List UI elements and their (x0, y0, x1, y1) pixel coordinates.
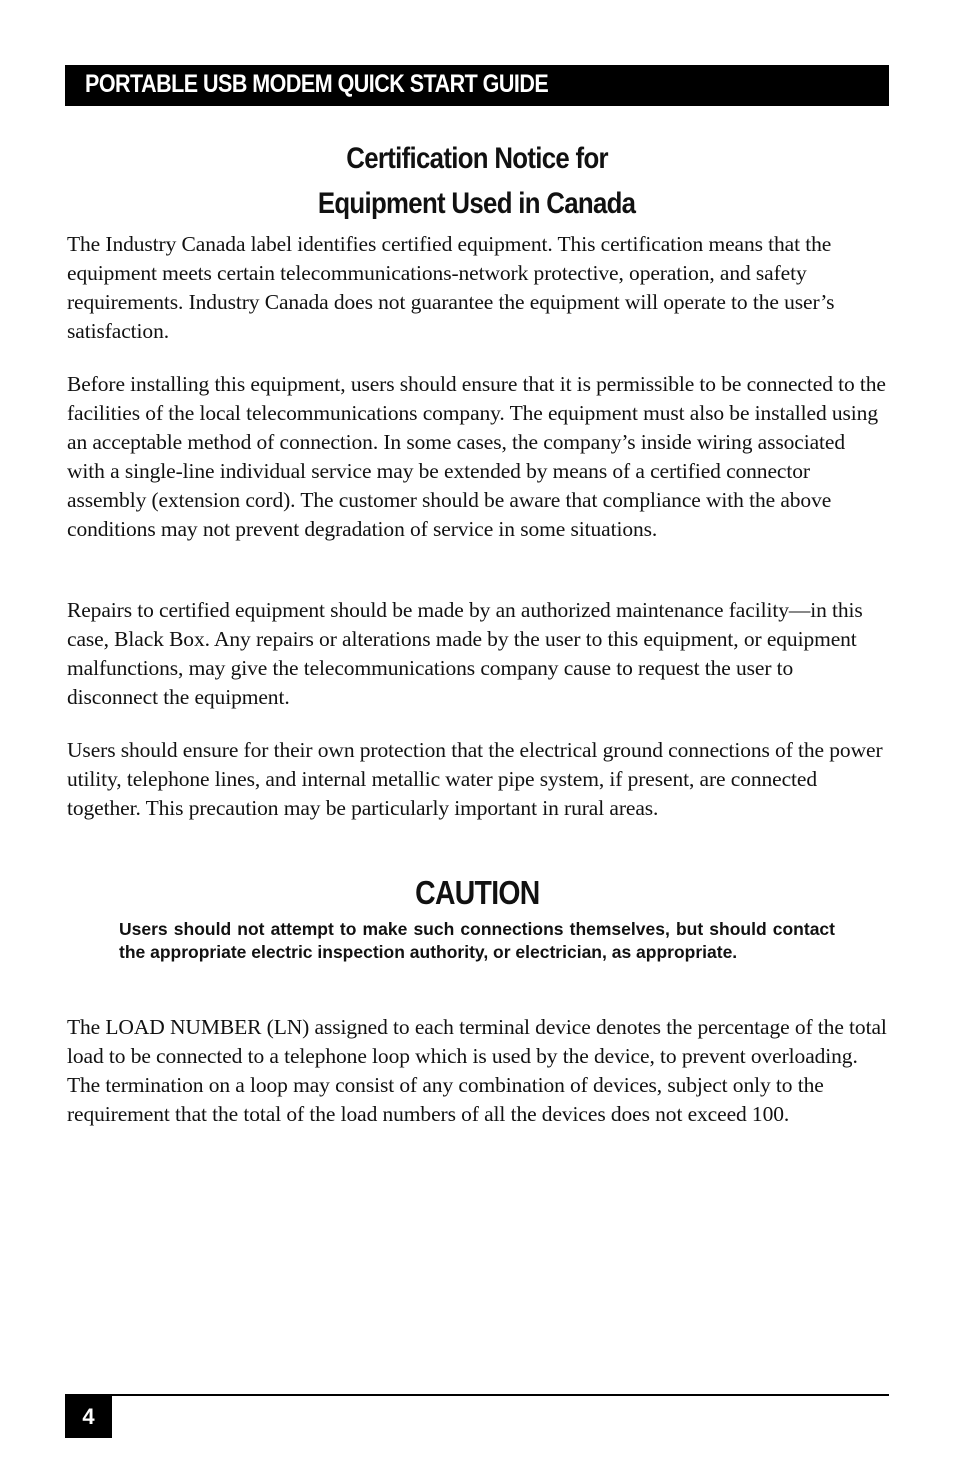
running-header (65, 65, 889, 106)
section-title-line2 (65, 181, 889, 226)
section-title-line1 (65, 136, 889, 181)
paragraph-industry-canada-label: The Industry Canada label identifies certified equipment. This certification means that the equipment meets certain telecommunications-network protective, operation, and safety requirements. Industry Canada does not guarantee the equipment will operate to the user’s satisfaction. (67, 232, 835, 343)
paragraph-electrical-ground: Users should ensure for their own protection that the electrical ground connections of the power utility, telephone lines, and internal metallic water pipe system, if present, are connected together. This precaution may be particularly important in rural areas. (67, 738, 883, 820)
section-title-line1-text: Certification Notice for (346, 142, 608, 175)
footer-rule (65, 1394, 889, 1396)
caution-text: Users should not attempt to make such connections themselves, but should contact the appropriate electric inspection authority, or electrician, as appropriate. (119, 919, 835, 962)
paragraph-repairs: Repairs to certified equipment should be made by an authorized maintenance facility—in this case, Black Box. Any repairs or alterations made by the user to this equipment, or equipment malfunctions, may give the telecommunications company cause to request the user to disconnect the equipment. (67, 598, 863, 709)
caution-heading-text: CAUTION (414, 874, 540, 911)
caution-heading (65, 872, 889, 914)
paragraph-load-number: The LOAD NUMBER (LN) assigned to each terminal device denotes the percentage of the total load to be connected to a telephone loop which is used by the device, to prevent overloading. The termination on a loop may consist of any combination of devices, subject only to the requirement that the total of the load numbers of all the devices does not exceed 100. (67, 1015, 887, 1126)
paragraph-before-installing: Before installing this equipment, users should ensure that it is permissible to be connected to the facilities of the local telecommunications company. The equipment must also be installed using an acceptable method of connection. In some cases, the company’s inside wiring associated with a single-line individual service may be extended by means of a certified connector assembly (extension cord). The customer should be aware that compliance with the above conditions may not prevent degradation of service in some situations. (67, 372, 886, 541)
running-header-title: PORTABLE USB MODEM QUICK START GUIDE (85, 70, 549, 98)
section-title-line2-text: Equipment Used in Canada (318, 187, 636, 220)
page-number: 4 (65, 1396, 112, 1438)
